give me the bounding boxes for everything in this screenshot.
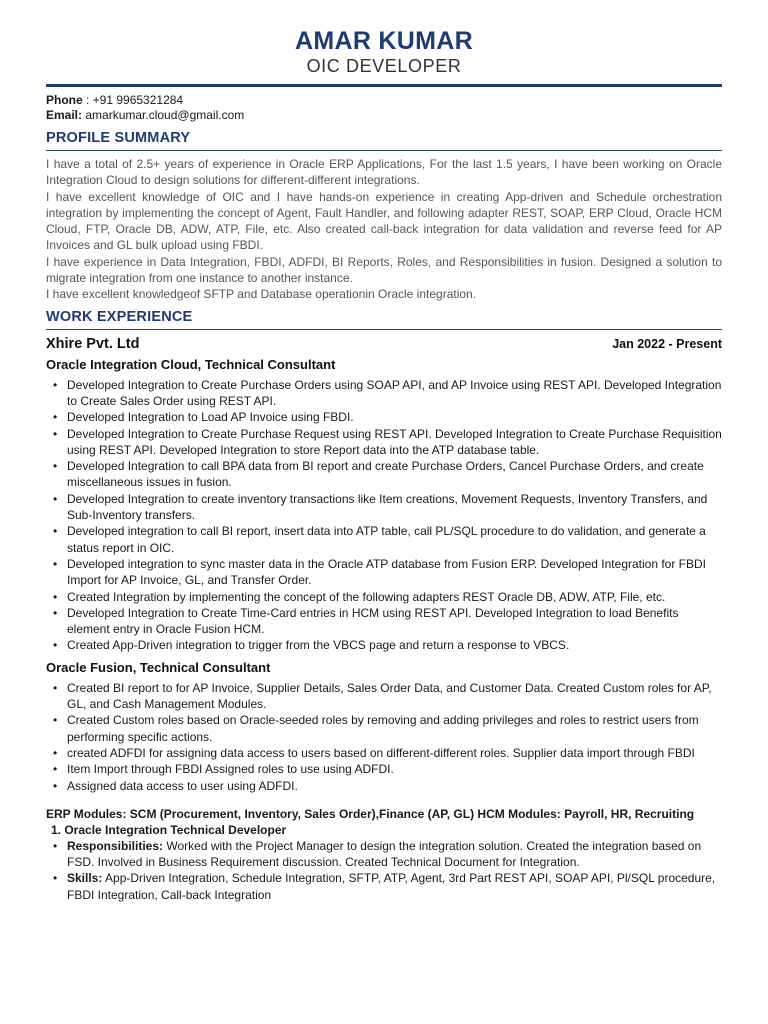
list-item: • Item Import through FBDI Assigned roles to use using ADFDI. [46, 761, 722, 777]
summary-paragraph: I have a total of 2.5+ years of experience in Oracle ERP Applications, For the last 1.5 years, I have been working on Oracle Integration Cloud to design solutions for different-different integrations. [46, 157, 722, 188]
skills-text: App-Driven Integration, Schedule Integration, SFTP, ATP, Agent, 3rd Part REST API, SOAP API, Pl/SQL procedure, FBDI Integration, Call-back Integration [67, 871, 716, 902]
list-item: • Assigned data access to user using ADFDI. [46, 778, 722, 794]
numbered-item: 1. Oracle Integration Technical Developer [51, 822, 287, 837]
list-item: • Created App-Driven integration to trigger from the VBCS page and return a response to VBCS. [46, 637, 722, 653]
header-divider [46, 84, 722, 87]
developer-bullets [46, 838, 722, 903]
email-value[interactable]: amarkumar.cloud@gmail.com [82, 108, 245, 122]
summary-paragraph: I have excellent knowledgeof SFTP and Database operationin Oracle integration. [46, 287, 477, 302]
list-item: • Developed integration to sync master data in the Oracle ATP database from Fusion ERP. Developed Integration for FBDI Import for AP Invoice, GL, and Transfer Order. [46, 556, 722, 589]
job-header [46, 336, 722, 352]
resume-header [0, 0, 768, 77]
email-label: Email: [46, 108, 83, 122]
summary-paragraph: I have excellent knowledge of OIC and I have hands-on experience in creating App-driven and Schedule orchestration integration by implementing the concept of Agent, Fault Handler, and following adapter REST, SOAP, ERP Cloud, Oracle HCM Cloud, FTP, Oracle DB, ADW, ATP, File, etc. Also created call-back integration for data validation and reverse feed for AP Invoices and GL bulk upload using FBDI. [46, 189, 722, 253]
list-item [46, 870, 722, 903]
role-title: Oracle Integration Cloud, Technical Consultant [46, 356, 336, 372]
phone-line [46, 93, 722, 108]
profile-summary-heading: PROFILE SUMMARY [46, 130, 722, 151]
role-title: Oracle Fusion, Technical Consultant [46, 659, 271, 675]
resume-body [46, 93, 722, 903]
profile-summary [46, 156, 722, 303]
list-item: • Developed Integration to call BPA data from BI report and create Purchase Orders, Cancel Purchase Orders, and create miscellaneous issues in fusion. [46, 458, 722, 491]
role-bullets [46, 377, 722, 654]
list-item [46, 838, 722, 871]
candidate-name: AMAR KUMAR [295, 27, 473, 55]
list-item: • Developed Integration to Create Purchase Request using REST API. Developed Integration to Create Purchase Requisition using REST API. Developed Integration to store Report data into the ATP database table. [46, 426, 722, 459]
list-item: • Developed Integration to create inventory transactions like Item creations, Movement Requests, Inventory Transfers, and Sub-Inventory transfers. [46, 491, 722, 524]
responsibilities-text: Worked with the Project Manager to design the integration solution. Created the integration based on FSD. Involved in Business Requirement discussion. Created Technical Document for Integration. [67, 838, 702, 870]
list-item: • Developed Integration to Create Time-Card entries in HCM using REST API. Developed Integration to load Benefits element entry in Oracle Fusion HCM. [46, 605, 722, 638]
summary-paragraph: I have experience in Data Integration, FBDI, ADFDI, BI Reports, Roles, and Responsibilities in fusion. Designed a solution to migrate integration from one instance to another instance. [46, 254, 722, 286]
skills-label: Skills: [67, 871, 103, 886]
list-item: • Created BI report to for AP Invoice, Supplier Details, Sales Order Data, and Customer Data. Created Custom roles for AP, GL, and Cash Management Modules. [46, 680, 722, 713]
list-item: • Developed integration to call BI report, insert data into ATP table, call PL/SQL procedure to do validation, and generate a status report in OIC. [46, 523, 722, 556]
erp-modules: ERP Modules: SCM (Procurement, Inventory, Sales Order),Finance (AP, GL) HCM Modules: Payroll, HR, Recruiting [46, 806, 695, 821]
work-experience-heading: WORK EXPERIENCE [46, 309, 722, 330]
list-item: • Created Integration by implementing the concept of the following adapters REST Oracle DB, ADW, ATP, File, etc. [46, 589, 722, 605]
list-item: • Developed Integration to Load AP Invoice using FBDI. [46, 409, 722, 425]
email-line [46, 108, 722, 123]
candidate-title: OIC DEVELOPER [306, 56, 462, 76]
list-item: • created ADFDI for assigning data access to users based on different-different roles. Supplier data import through FBDI [46, 745, 722, 761]
phone-value: : +91 9965321284 [82, 93, 184, 107]
contact-block [46, 93, 722, 123]
job-dates: Jan 2022 - Present [612, 336, 722, 351]
list-item: • Developed Integration to Create Purchase Orders using SOAP API, and AP Invoice using REST API. Developed Integration to Create Sales Order using REST API. [46, 377, 722, 410]
phone-label: Phone [46, 93, 83, 107]
company-name: Xhire Pvt. Ltd [46, 335, 140, 352]
responsibilities-label: Responsibilities: [67, 838, 164, 853]
role-bullets [46, 680, 722, 794]
list-item: • Created Custom roles based on Oracle-seeded roles by removing and adding privileges and roles to restrict users from performing specific actions. [46, 712, 722, 745]
